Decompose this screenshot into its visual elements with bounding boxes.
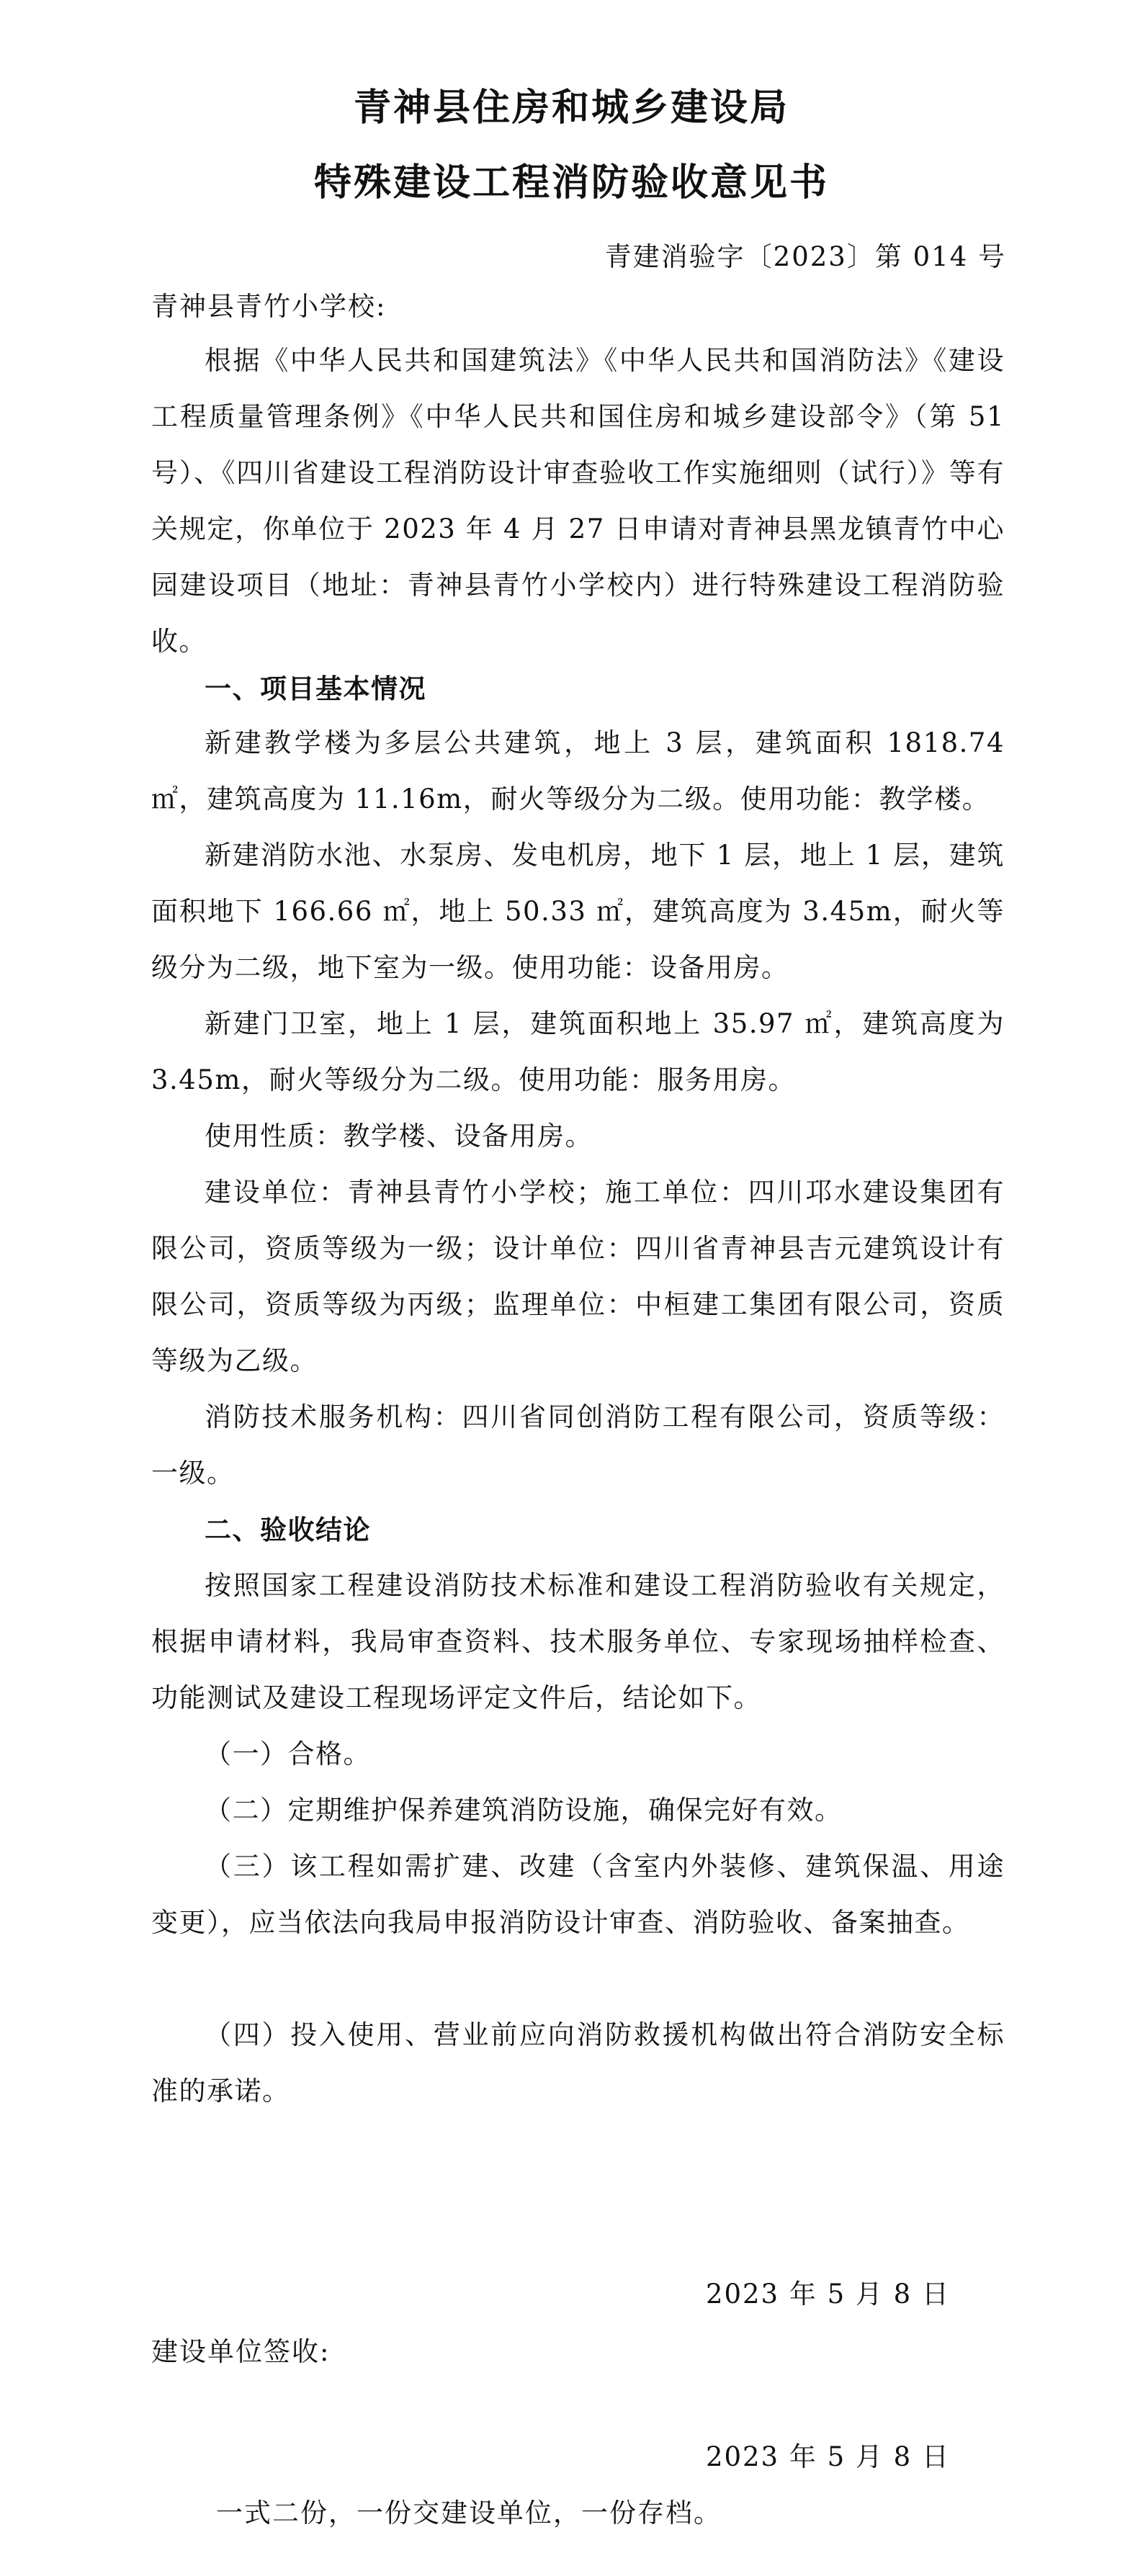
agency-title: 青神县住房和城乡建设局	[353, 86, 789, 130]
section-1-heading: 一、项目基本情况	[205, 673, 426, 704]
receipt-label: 建设单位签收:	[151, 2336, 331, 2367]
issue-date: 2023 年 5 月 8 日	[705, 2279, 950, 2310]
copies-note: 一式二份，一份交建设单位，一份存档。	[216, 2498, 722, 2528]
section-1-paragraph: 使用性质：教学楼、设备用房。	[205, 1121, 593, 1152]
section-2-heading: 二、验收结论	[205, 1514, 371, 1545]
section-1-paragraph: 新建消防水池、水泵房、发电机房，地下 1 层，地上 1 层，建筑面积地下 166.66 ㎡，地上 50.33 ㎡，建筑高度为 3.45m，耐火等级分为二级，地下室为一级。使用功能：设备用房。	[151, 840, 1005, 983]
receipt-date: 2023 年 5 月 8 日	[705, 2441, 950, 2472]
section-1-paragraph: 建设单位：青神县青竹小学校；施工单位：四川邛水建设集团有限公司，资质等级为一级；设计单位：四川省青神县吉元建筑设计有限公司，资质等级为丙级；监理单位：中桓建工集团有限公司，资质等级为乙级。	[151, 1177, 1005, 1376]
section-2-item: （四）投入使用、营业前应向消防救援机构做出符合消防安全标准的承诺。	[151, 2019, 1005, 2106]
section-1-paragraph: 新建教学楼为多层公共建筑，地上 3 层，建筑面积 1818.74 ㎡，建筑高度为 11.16m，耐火等级分为二级。使用功能：教学楼。	[151, 727, 1005, 814]
section-1-paragraph: 新建门卫室，地上 1 层，建筑面积地上 35.97 ㎡，建筑高度为 3.45m，耐火等级分为二级。使用功能：服务用房。	[151, 1008, 1005, 1095]
section-2-item: （二）定期维护保养建筑消防设施，确保完好有效。	[205, 1795, 843, 1826]
document-title: 特殊建设工程消防验收意见书	[313, 161, 829, 205]
section-2-paragraph: 按照国家工程建设消防技术标准和建设工程消防验收有关规定，根据申请材料，我局审查资料、技术服务单位、专家现场抽样检查、功能测试及建设工程现场评定文件后，结论如下。	[151, 1570, 1005, 1713]
section-1-paragraph: 消防技术服务机构：四川省同创消防工程有限公司，资质等级：一级。	[151, 1401, 1005, 1489]
section-2-item: （一）合格。	[205, 1738, 371, 1769]
intro-paragraph: 根据《中华人民共和国建筑法》《中华人民共和国消防法》《建设工程质量管理条例》《中华人民共和国住房和城乡建设部令》（第 51 号）、《四川省建设工程消防设计审查验收工作实施细则（试行）》等有关规定，你单位于 2023 年 4 月 27 日申请对青神县黑龙镇青竹中心园建设项目（地址：青神县青竹小学校内）进行特殊建设工程消防验收。	[151, 345, 1005, 657]
document-number: 青建消验字〔2023〕第 014 号	[604, 241, 1006, 272]
section-2-item: （三）该工程如需扩建、改建（含室内外装修、建筑保温、用途变更），应当依法向我局申报消防设计审查、消防验收、备案抽查。	[151, 1851, 1005, 1938]
recipient-line: 青神县青竹小学校:	[151, 291, 387, 322]
